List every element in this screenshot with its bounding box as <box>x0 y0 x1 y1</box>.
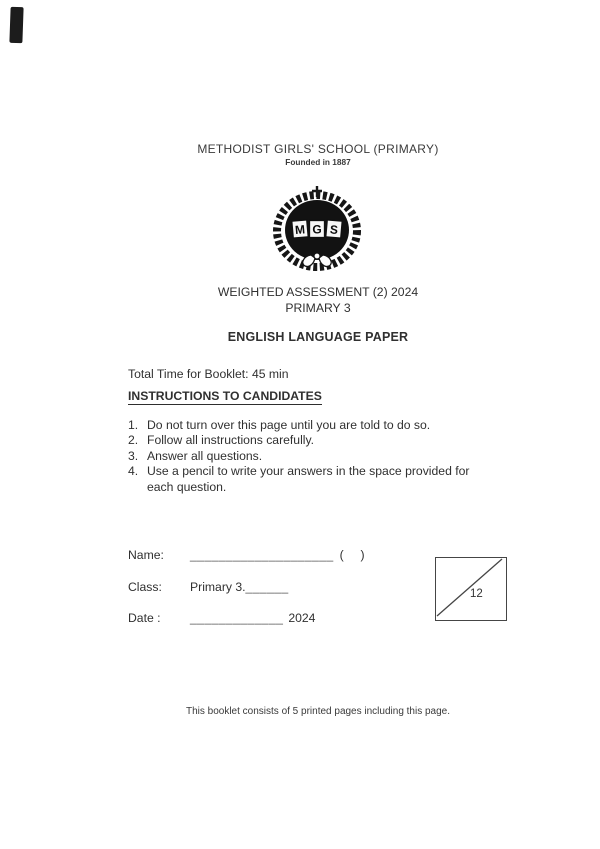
crest-letter-g: G <box>312 222 322 237</box>
instruction-text: Answer all questions. <box>147 448 263 463</box>
score-box <box>435 557 507 621</box>
instruction-item <box>128 418 484 433</box>
instructions-list <box>128 418 484 495</box>
school-name: METHODIST GIRLS' SCHOOL (PRIMARY) <box>197 142 439 156</box>
school-crest-logo <box>271 185 363 271</box>
instruction-number: 3. <box>128 448 139 463</box>
date-label: Date : <box>128 611 161 625</box>
instruction-text: Use a pencil to write your answers in the space provided for each question. <box>147 464 470 494</box>
class-field-row <box>128 580 289 594</box>
instruction-item <box>128 449 484 464</box>
date-blank-line: _____________ <box>190 611 284 625</box>
instruction-text: Do not turn over this page until you are told to do so. <box>147 418 431 432</box>
instruction-item <box>128 464 484 495</box>
instructions-heading: INSTRUCTIONS TO CANDIDATES <box>128 389 322 403</box>
score-total: 12 <box>470 588 483 600</box>
register-number-parentheses: ( ) <box>339 548 365 562</box>
instruction-item <box>128 433 484 448</box>
founded-line: Founded in 1887 <box>285 157 351 167</box>
paper-title: ENGLISH LANGUAGE PAPER <box>227 330 409 344</box>
assessment-title: WEIGHTED ASSESSMENT (2) 2024 <box>217 285 419 299</box>
total-time-line: Total Time for Booklet: 45 min <box>128 367 289 381</box>
crest-letter-box <box>292 220 308 238</box>
footer-note: This booklet consists of 5 printed pages including this page. <box>185 706 451 717</box>
name-field-row <box>128 548 365 562</box>
instruction-text: Follow all instructions carefully. <box>147 433 315 448</box>
crest-letter-box <box>310 221 325 238</box>
instruction-number: 4. <box>128 464 139 479</box>
scan-artifact-mark <box>9 7 23 43</box>
date-field-row <box>128 611 315 625</box>
level-title: PRIMARY 3 <box>285 301 351 315</box>
class-label: Class: <box>128 580 162 594</box>
instruction-number: 2. <box>128 433 139 448</box>
name-label: Name: <box>128 548 164 562</box>
class-blank-line: ______ <box>245 580 289 594</box>
crest-letter-s: S <box>329 222 339 238</box>
crest-letter-box <box>326 220 342 238</box>
class-value: Primary 3. <box>190 580 246 594</box>
crest-letter-m: M <box>294 222 306 238</box>
date-year: 2024 <box>288 611 316 625</box>
name-blank-line: ____________________ <box>190 548 334 562</box>
instruction-number: 1. <box>128 418 139 432</box>
